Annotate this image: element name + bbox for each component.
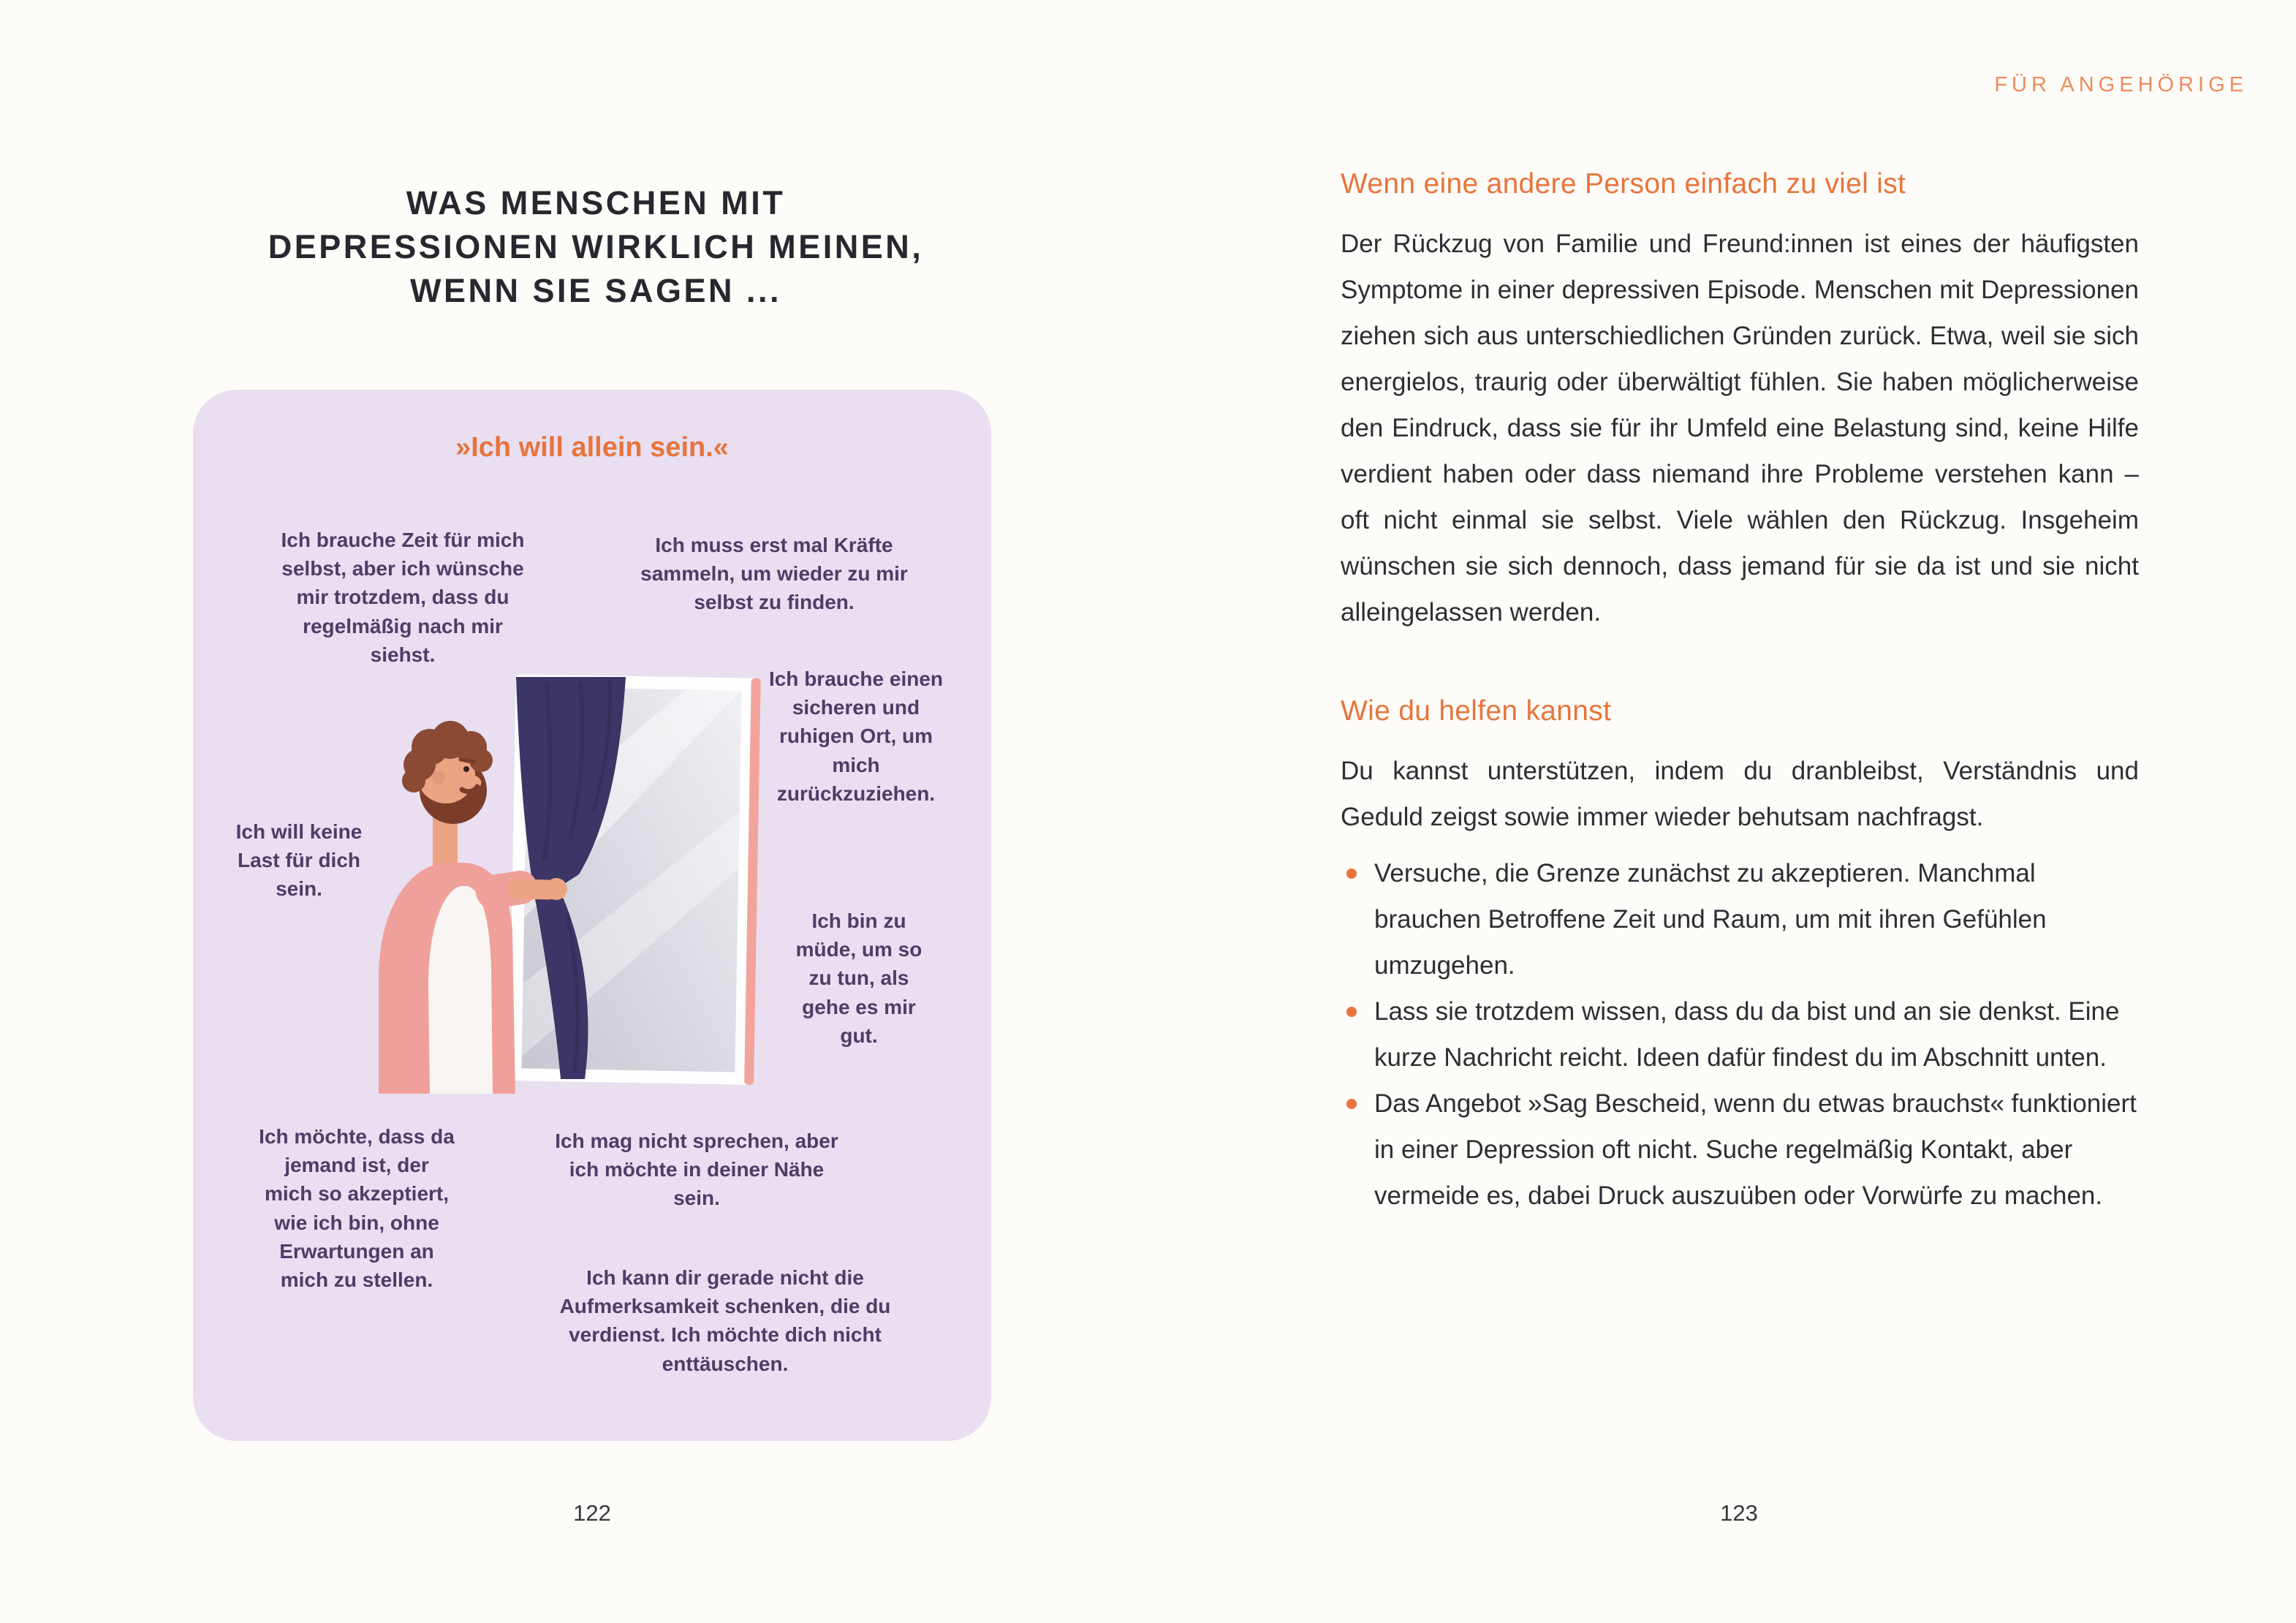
page-number-right: 123 — [1720, 1500, 1758, 1526]
bullet-dot-icon — [1346, 869, 1357, 879]
bullet-text: Das Angebot »Sag Bescheid, wenn du etwas brauchst« funktioniert in einer Depression oft nicht. Suche regelmäßig Kontakt, aber vermeide es, dabei Druck auszuüben oder Vorwürfe zu machen. — [1374, 1089, 2137, 1210]
right-page-column — [1341, 168, 2139, 1219]
quote-1: Ich brauche Zeit für mich selbst, aber ich wünsche mir trotzdem, dass du regelmäßig nach mir siehst. — [281, 529, 525, 666]
section-2-intro: Du kannst unterstützen, indem du dranbleibst, Verständnis und Geduld zeigst sowie immer wieder behutsam nachfragst. — [1341, 757, 2139, 831]
page-number-left: 122 — [573, 1500, 611, 1526]
section-heading-2: Wie du helfen kannst — [1341, 695, 1612, 727]
quote-box-heading: »Ich will allein sein.« — [455, 432, 729, 463]
bullet-dot-icon — [1346, 1007, 1357, 1017]
quote-box — [193, 390, 991, 1441]
bullet-text: Lass sie trotzdem wissen, dass du da bist und an sie denkst. Eine kurze Nachricht reicht. Ideen dafür findest du im Abschnitt unten. — [1374, 997, 2120, 1072]
running-head: FÜR ANGEHÖRIGE — [1994, 73, 2248, 97]
quote-2: Ich muss erst mal Kräfte sammeln, um wieder zu mir selbst zu finden. — [640, 534, 908, 614]
section-heading-1: Wenn eine andere Person einfach zu viel ist — [1341, 168, 1906, 200]
man-opening-curtain-illustration — [368, 671, 763, 1094]
quote-5: Ich bin zu müde, um so zu tun, als gehe es mir gut. — [795, 909, 922, 1047]
bullet-item — [1341, 1081, 2139, 1219]
page-title-line: DEPRESSIONEN WIRKLICH MEINEN, — [268, 227, 924, 265]
bullet-text: Versuche, die Grenze zunächst zu akzeptieren. Manchmal brauchen Betroffene Zeit und Raum, um mit ihren Gefühlen umzugehen. — [1374, 859, 2047, 980]
quote-3: Ich brauche einen sicheren und ruhigen Ort, um mich zurückzuziehen. — [768, 667, 944, 805]
page-title — [117, 181, 1075, 313]
quote-6: Ich möchte, dass da jemand ist, der mich so akzeptiert, wie ich bin, ohne Erwartungen an mich zu stellen. — [259, 1125, 455, 1291]
page-title-line: WAS MENSCHEN MIT — [406, 184, 786, 222]
section-1-paragraph: Der Rückzug von Familie und Freund:innen ist eines der häufigsten Symptome in einer depressiven Episode. Menschen mit Depressionen ziehen sich aus unterschiedlichen Gründen zurück. Etwa, weil sie sich energielos, traurig oder überwältigt fühlen. Sie haben möglicherweise den Eindruck, dass sie für ihr Umfeld eine Belastung sind, keine Hilfe verdient haben oder dass niemand ihre Probleme verstehen kann – oft nicht einmal sie selbst. Viele wählen den Rückzug. Insgeheim wünschen sie sich dennoch, dass jemand für sie da ist und sie nicht alleingelassen werden. — [1341, 230, 2139, 627]
bullet-list — [1341, 850, 2139, 1219]
quote-8: Ich kann dir gerade nicht die Aufmerksamkeit schenken, die du verdienst. Ich möchte dich nicht enttäuschen. — [559, 1266, 891, 1375]
bullet-item — [1341, 850, 2139, 988]
bullet-dot-icon — [1346, 1099, 1357, 1109]
quote-7: Ich mag nicht sprechen, aber ich möchte in deiner Nähe sein. — [555, 1130, 838, 1210]
page-title-line: WENN SIE SAGEN ... — [409, 271, 782, 309]
bullet-item — [1341, 988, 2139, 1081]
quote-4: Ich will keine Last für dich sein. — [235, 820, 363, 901]
